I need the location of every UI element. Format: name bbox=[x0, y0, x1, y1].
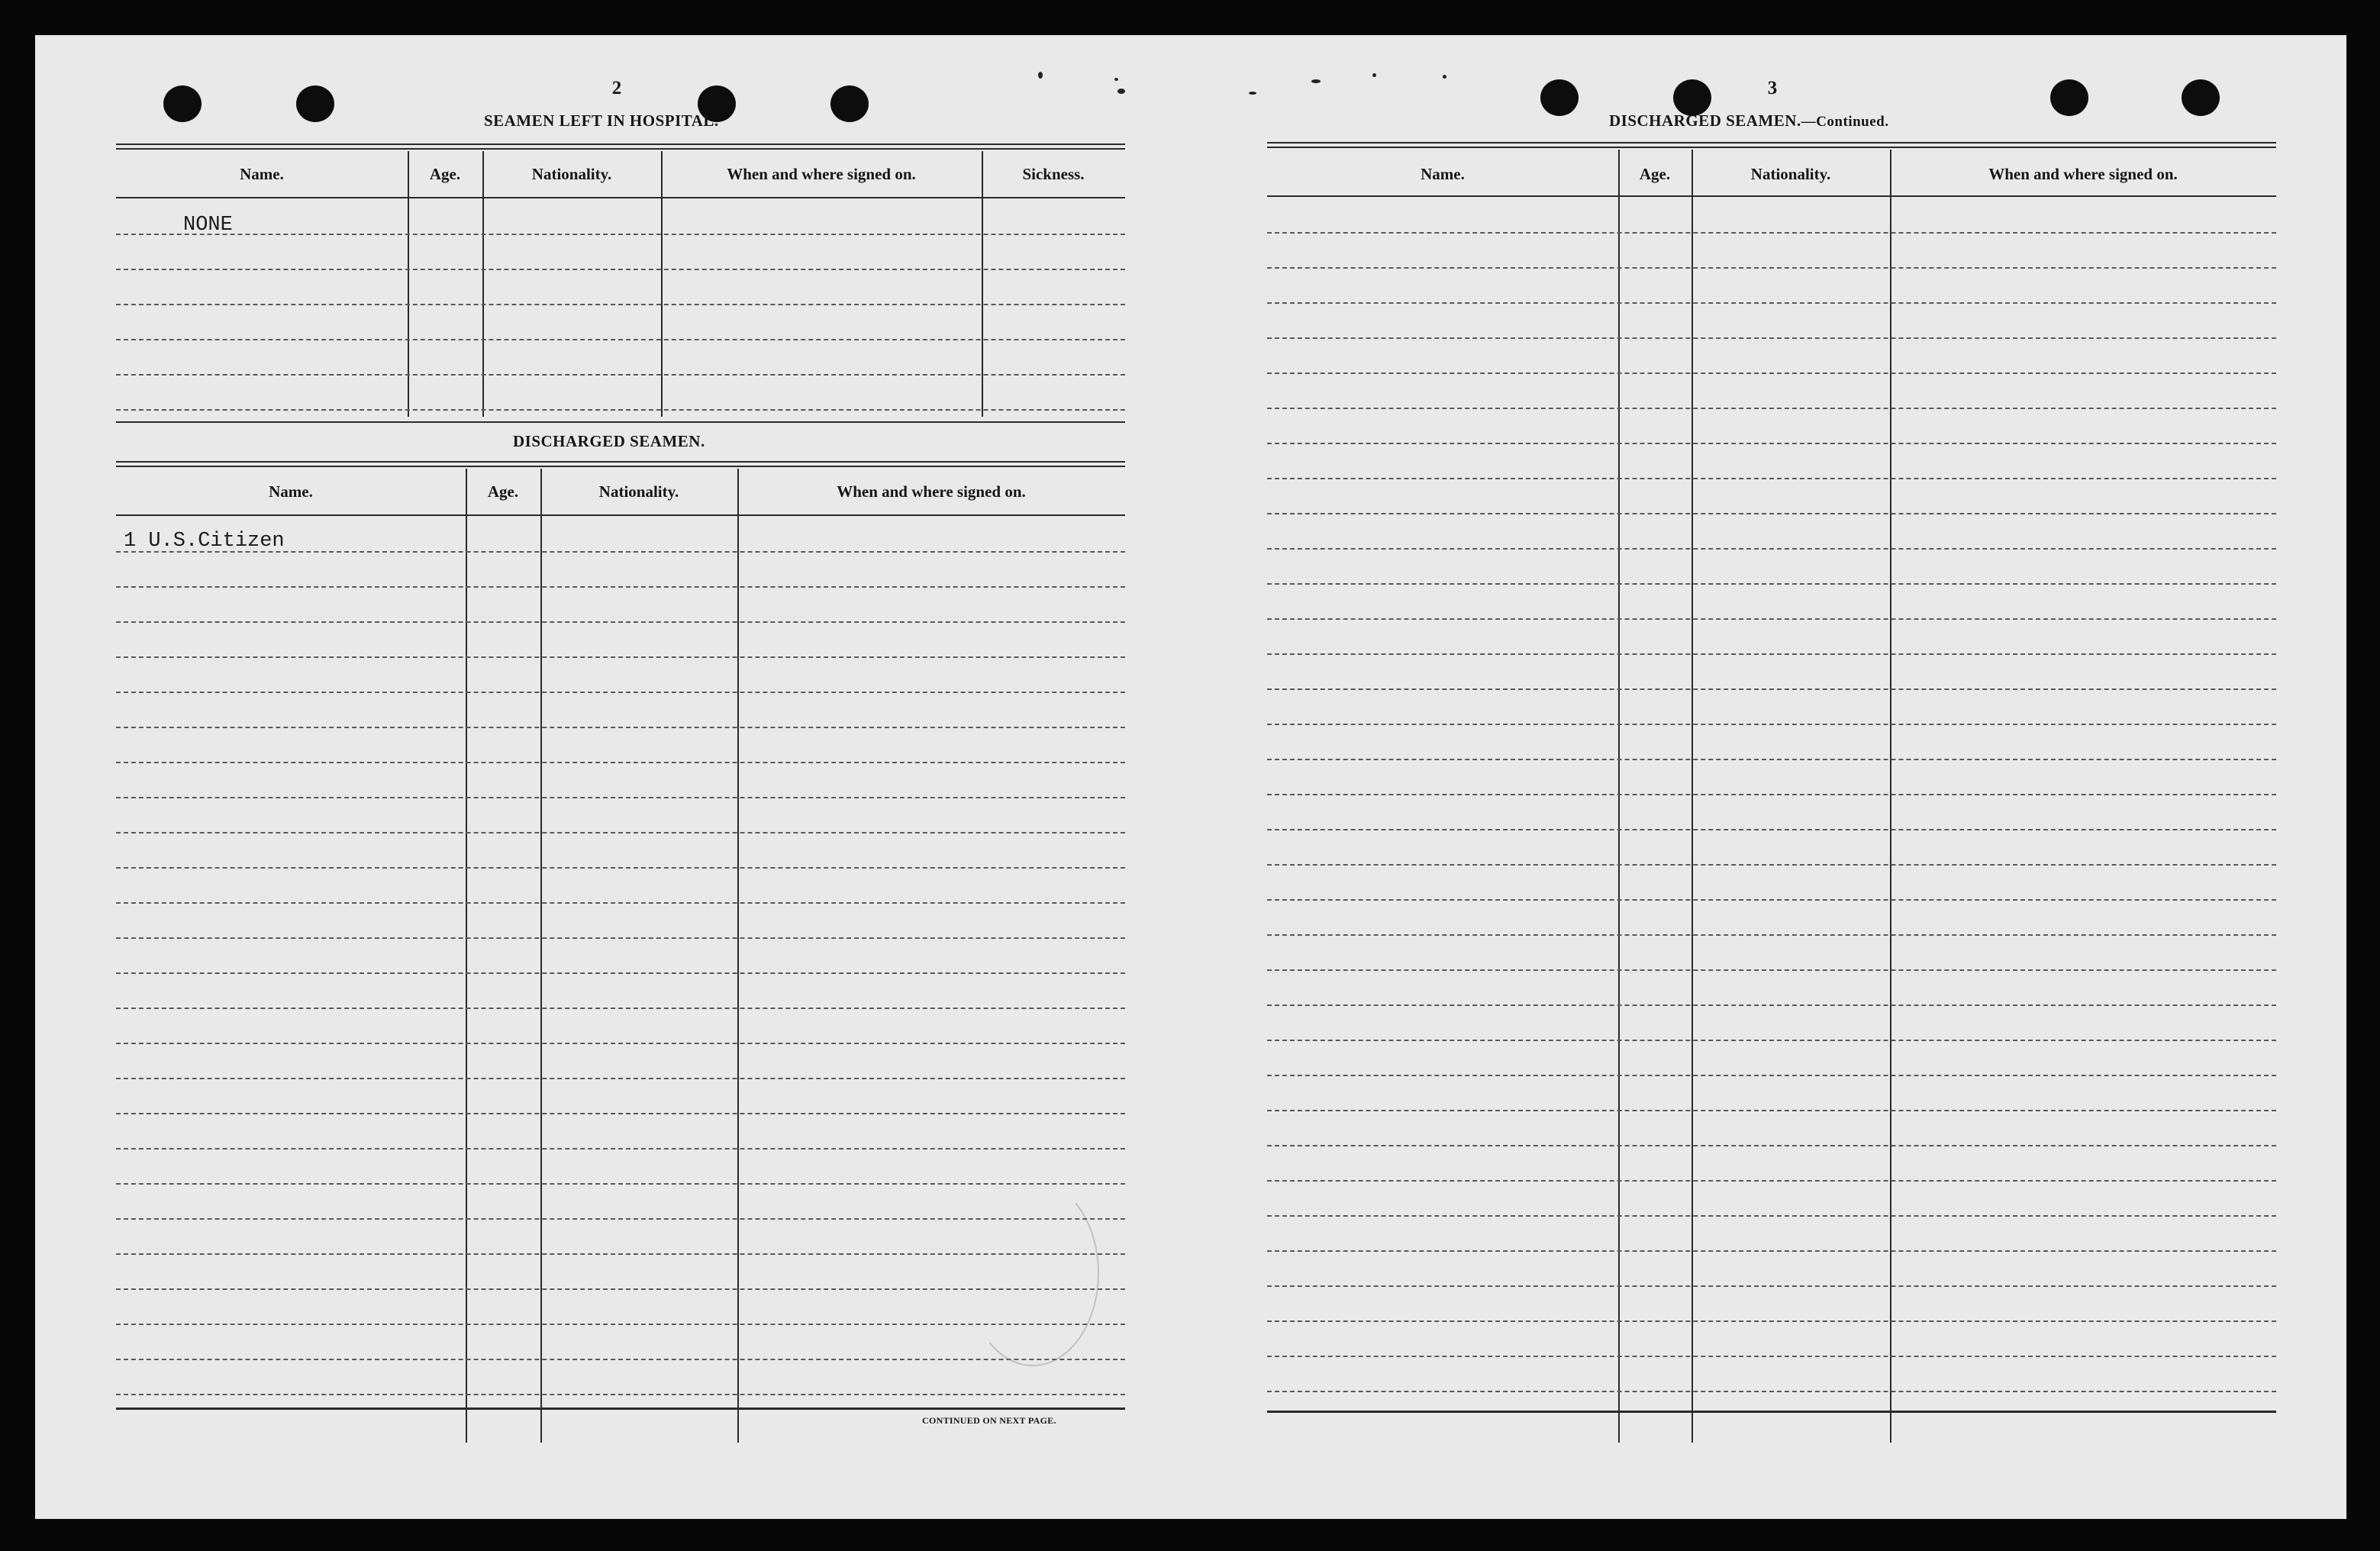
entry-line bbox=[1267, 372, 2276, 374]
continued-note: CONTINUED ON NEXT PAGE. bbox=[922, 1415, 1056, 1426]
ink-speck bbox=[1038, 72, 1043, 79]
rule bbox=[116, 461, 1125, 463]
entry-line bbox=[1267, 1110, 2276, 1111]
column-divider bbox=[1890, 150, 1891, 1443]
punch-hole bbox=[2050, 79, 2088, 116]
column-divider bbox=[408, 151, 409, 417]
entry-line bbox=[1267, 653, 2276, 655]
punch-hole bbox=[163, 85, 202, 122]
entry-line bbox=[1267, 969, 2276, 971]
column-divider bbox=[1691, 150, 1693, 1443]
ink-speck bbox=[1249, 92, 1256, 95]
entry-line bbox=[116, 937, 1125, 939]
column-divider bbox=[1618, 150, 1620, 1443]
left-page-number: 2 bbox=[611, 78, 622, 98]
punch-hole bbox=[1673, 79, 1711, 116]
entry-line bbox=[1267, 1215, 2276, 1217]
column-divider bbox=[540, 469, 542, 1443]
rule bbox=[1267, 195, 2276, 197]
entry-line bbox=[1267, 724, 2276, 725]
rule bbox=[1267, 1411, 2276, 1413]
right-col-signed-on: When and where signed on. bbox=[1988, 165, 2178, 183]
column-divider bbox=[661, 151, 663, 417]
entry-line bbox=[116, 1394, 1125, 1395]
ink-speck bbox=[1443, 75, 1446, 79]
entry-line bbox=[116, 727, 1125, 728]
entry-line bbox=[116, 1043, 1125, 1044]
discharged-col-name: Name. bbox=[269, 482, 313, 501]
entry-line bbox=[1267, 232, 2276, 234]
entry-line bbox=[1267, 408, 2276, 409]
hospital-col-age: Age. bbox=[429, 165, 461, 183]
column-divider bbox=[737, 469, 739, 1443]
ink-speck bbox=[1117, 89, 1125, 94]
entry-line bbox=[1267, 583, 2276, 585]
entry-line bbox=[1267, 794, 2276, 795]
ink-speck bbox=[1311, 79, 1321, 83]
rule bbox=[116, 143, 1125, 145]
right-title-main: DISCHARGED SEAMEN. bbox=[1609, 111, 1801, 130]
rule bbox=[116, 466, 1125, 467]
entry-line bbox=[116, 902, 1125, 904]
entry-line bbox=[116, 339, 1125, 340]
right-section-title bbox=[1609, 111, 1888, 131]
ink-speck bbox=[1114, 78, 1118, 81]
entry-line bbox=[116, 1008, 1125, 1009]
entry-line bbox=[116, 1218, 1125, 1220]
entry-line bbox=[1267, 829, 2276, 830]
right-page-number: 3 bbox=[1767, 78, 1778, 98]
hospital-col-sickness: Sickness. bbox=[1022, 165, 1085, 183]
rule bbox=[1267, 142, 2276, 143]
column-divider bbox=[982, 151, 983, 417]
discharged-entry-name: 1 U.S.Citizen bbox=[124, 530, 285, 553]
entry-line bbox=[116, 551, 1125, 553]
entry-line bbox=[1267, 443, 2276, 444]
faint-stamp-mark bbox=[966, 1180, 1099, 1366]
rule bbox=[116, 197, 1125, 198]
punch-hole bbox=[830, 85, 869, 122]
entry-line bbox=[116, 797, 1125, 798]
entry-line bbox=[116, 1078, 1125, 1079]
entry-line bbox=[1267, 267, 2276, 269]
discharged-col-age: Age. bbox=[487, 482, 519, 501]
entry-line bbox=[116, 234, 1125, 235]
entry-line bbox=[116, 832, 1125, 834]
entry-line bbox=[1267, 934, 2276, 936]
entry-line bbox=[1267, 759, 2276, 760]
column-divider bbox=[466, 469, 467, 1443]
entry-line bbox=[116, 867, 1125, 869]
entry-line bbox=[116, 1113, 1125, 1114]
entry-line bbox=[1267, 1250, 2276, 1252]
entry-line bbox=[116, 409, 1125, 411]
rule bbox=[1267, 147, 2276, 148]
right-col-name: Name. bbox=[1421, 165, 1465, 183]
rule bbox=[116, 148, 1125, 150]
entry-line bbox=[1267, 513, 2276, 514]
entry-line bbox=[1267, 1285, 2276, 1287]
entry-line bbox=[116, 1324, 1125, 1325]
entry-line bbox=[116, 762, 1125, 763]
entry-line bbox=[116, 1359, 1125, 1360]
document-sheet bbox=[35, 35, 2346, 1519]
entry-line bbox=[1267, 548, 2276, 550]
entry-line bbox=[116, 656, 1125, 658]
rule bbox=[116, 514, 1125, 516]
entry-line bbox=[1267, 1356, 2276, 1357]
entry-line bbox=[1267, 1180, 2276, 1182]
entry-line bbox=[1267, 1040, 2276, 1041]
right-col-nationality: Nationality. bbox=[1750, 165, 1831, 183]
entry-line bbox=[116, 304, 1125, 305]
discharged-section-title: DISCHARGED SEAMEN. bbox=[513, 432, 705, 450]
entry-line bbox=[116, 269, 1125, 270]
hospital-col-name: Name. bbox=[240, 165, 284, 183]
discharged-col-nationality: Nationality. bbox=[598, 482, 679, 501]
hospital-col-signed-on: When and where signed on. bbox=[727, 165, 916, 183]
hospital-entry-name: NONE bbox=[183, 214, 233, 237]
entry-line bbox=[1267, 618, 2276, 620]
entry-line bbox=[1267, 688, 2276, 690]
entry-line bbox=[116, 1148, 1125, 1150]
entry-line bbox=[1267, 302, 2276, 304]
ink-speck bbox=[1372, 73, 1376, 77]
rule bbox=[116, 1408, 1125, 1410]
right-col-age: Age. bbox=[1639, 165, 1671, 183]
rule bbox=[116, 421, 1125, 423]
entry-line bbox=[116, 374, 1125, 376]
hospital-col-nationality: Nationality. bbox=[531, 165, 612, 183]
punch-hole bbox=[1540, 79, 1579, 116]
entry-line bbox=[1267, 1145, 2276, 1146]
entry-line bbox=[1267, 1391, 2276, 1392]
entry-line bbox=[1267, 899, 2276, 901]
entry-line bbox=[1267, 337, 2276, 339]
entry-line bbox=[1267, 1075, 2276, 1076]
entry-line bbox=[1267, 1004, 2276, 1006]
entry-line bbox=[116, 972, 1125, 974]
punch-hole bbox=[2182, 79, 2220, 116]
entry-line bbox=[1267, 1320, 2276, 1322]
column-divider bbox=[482, 151, 484, 417]
entry-line bbox=[1267, 478, 2276, 479]
entry-line bbox=[116, 586, 1125, 588]
discharged-col-signed-on: When and where signed on. bbox=[837, 482, 1026, 501]
entry-line bbox=[116, 692, 1125, 693]
entry-line bbox=[116, 1183, 1125, 1185]
right-title-suffix: —Continued. bbox=[1801, 114, 1889, 130]
hospital-section-title: SEAMEN LEFT IN HOSPITAL. bbox=[484, 111, 719, 130]
punch-hole bbox=[296, 85, 334, 122]
entry-line bbox=[116, 621, 1125, 623]
entry-line bbox=[1267, 864, 2276, 866]
